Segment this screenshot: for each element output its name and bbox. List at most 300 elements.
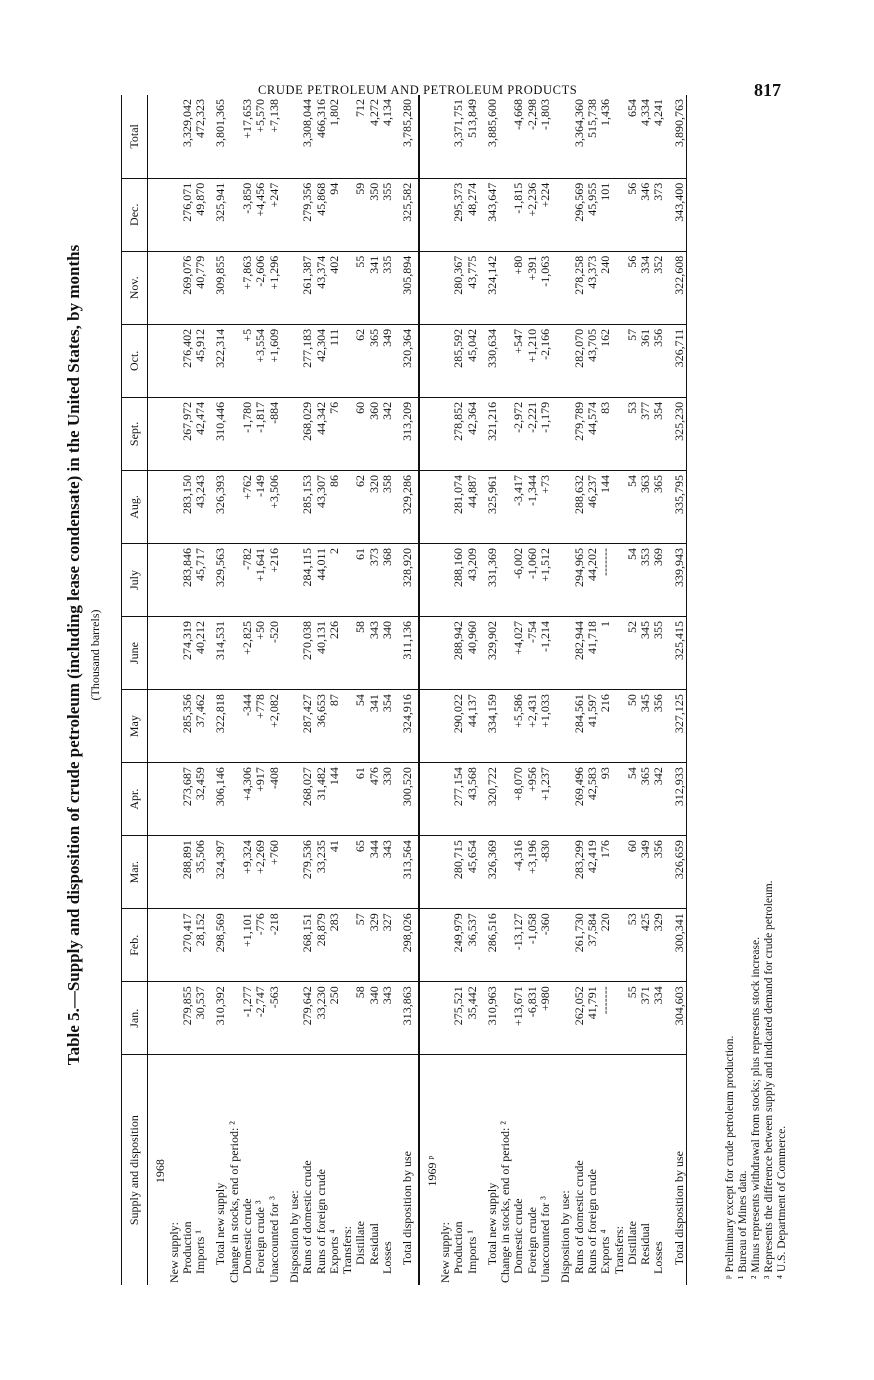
table-cell: 43,568 (466, 763, 479, 836)
table-cell: 288,160 (452, 543, 465, 616)
table-cell (439, 470, 452, 543)
table-cell: -884 (268, 397, 281, 470)
table-cell: +4,306 (241, 763, 254, 836)
table-cell: 86 (328, 470, 341, 543)
table-cell (499, 617, 512, 690)
table-cell: -754 (526, 617, 539, 690)
table-cell: 283,299 (573, 836, 586, 909)
table-cell: 55 (354, 251, 367, 324)
table-cell: +5,586 (512, 690, 525, 763)
table-cell: 49,870 (194, 178, 207, 251)
table-cell: 342 (381, 397, 394, 470)
table-cell: 60 (354, 397, 367, 470)
table-cell: +4,456 (254, 178, 267, 251)
table-cell: -2,221 (526, 397, 539, 470)
table-cell: +1,296 (268, 251, 281, 324)
table-cell: 354 (381, 690, 394, 763)
row-label: Total new supply (214, 1055, 227, 1285)
table-cell (559, 95, 572, 178)
table-cell: 279,789 (573, 397, 586, 470)
table-cell: 282,944 (573, 617, 586, 690)
year-heading-row (148, 95, 168, 1285)
table-cell: 43,374 (315, 251, 328, 324)
table-cell: 280,715 (452, 836, 465, 909)
table-cell: -1,058 (526, 909, 539, 982)
table-cell: 365 (639, 763, 652, 836)
table-cell (439, 982, 452, 1055)
table-cell: 48,274 (466, 178, 479, 251)
table-row (341, 95, 354, 1285)
table-row (194, 95, 207, 1285)
row-label: Imports ¹ (194, 1055, 207, 1285)
table-cell: +17,653 (240, 99, 255, 139)
table-cell: 43,307 (315, 470, 328, 543)
table-cell: -344 (241, 690, 254, 763)
table-cell (168, 982, 181, 1055)
table-cell: 220 (599, 909, 612, 982)
table-cell (613, 178, 626, 251)
table-cell: 513,849 (464, 99, 479, 138)
table-row (241, 95, 254, 1285)
table-cell: 361 (639, 324, 652, 397)
table-cell: 288,942 (452, 617, 465, 690)
column-header-dec: Dec. (122, 178, 148, 251)
row-label: Disposition by use: (288, 1055, 301, 1285)
table-cell: 60 (626, 836, 639, 909)
table-cell: 343 (368, 617, 381, 690)
table-cell (288, 178, 301, 251)
table-cell: 269,496 (573, 763, 586, 836)
table-cell (168, 95, 181, 178)
page-number: 817 (754, 80, 781, 100)
table-cell: 334 (639, 251, 652, 324)
table-cell: 472,323 (193, 99, 208, 138)
table-cell (288, 324, 301, 397)
table-cell: 50 (626, 690, 639, 763)
table-cell: 350 (368, 178, 381, 251)
row-label: Foreign crude ³ (254, 1055, 267, 1285)
table-cell (439, 617, 452, 690)
table-cell: 62 (354, 470, 367, 543)
table-cell: 53 (626, 909, 639, 982)
table-cell (559, 397, 572, 470)
table-cell (499, 470, 512, 543)
table-cell (499, 397, 512, 470)
table-cell (499, 178, 512, 251)
table-cell: 369 (652, 543, 665, 616)
table-row (599, 95, 612, 1285)
table-cell: 515,738 (584, 99, 599, 138)
table-cell: 58 (354, 982, 367, 1055)
table-cell: 30,537 (194, 982, 207, 1055)
table-cell: 320,722 (486, 763, 499, 836)
column-header-aug: Aug. (122, 470, 148, 543)
table-row (559, 95, 572, 1285)
row-label: Disposition by use: (559, 1055, 572, 1285)
table-cell: 31,482 (315, 763, 328, 836)
row-label: Residual (639, 1055, 652, 1285)
table-cell: 4,134 (380, 99, 395, 126)
table-cell: 35,442 (466, 982, 479, 1055)
table-cell: 322,818 (214, 690, 227, 763)
table-cell: 327 (381, 909, 394, 982)
table-cell (613, 397, 626, 470)
table-cell: 43,209 (466, 543, 479, 616)
row-label: Domestic crude (241, 1055, 254, 1285)
table-cell: +391 (526, 251, 539, 324)
table-cell: 298,026 (401, 909, 414, 982)
table-cell (288, 982, 301, 1055)
table-cell: 310,963 (486, 982, 499, 1055)
table-cell: -1,063 (539, 251, 552, 324)
year-heading-row (419, 95, 439, 1285)
table-cell (341, 982, 354, 1055)
table-cell: 270,038 (301, 617, 314, 690)
table-cell (613, 836, 626, 909)
table-cell (341, 251, 354, 324)
table-cell: 349 (381, 324, 394, 397)
table-cell: 282,070 (573, 324, 586, 397)
table-cell: 42,583 (586, 763, 599, 836)
table-cell: -2,166 (539, 324, 552, 397)
table-cell (341, 397, 354, 470)
table-cell (439, 690, 452, 763)
table-cell: 59 (354, 178, 367, 251)
table-cell: 4,241 (651, 99, 666, 126)
table-cell: +1,512 (539, 543, 552, 616)
table-cell (228, 909, 241, 982)
table-cell: 83 (599, 397, 612, 470)
row-label: Total disposition by use (673, 1055, 687, 1285)
table-cell: 476 (368, 763, 381, 836)
table-row (652, 95, 665, 1285)
table-cell (341, 470, 354, 543)
table-cell: 273,687 (181, 763, 194, 836)
table-cell: +980 (539, 982, 552, 1055)
table-cell: -563 (268, 982, 281, 1055)
table-cell: +2,431 (526, 690, 539, 763)
table-cell (168, 397, 181, 470)
table-cell: -1,803 (538, 99, 553, 130)
table-cell: 267,972 (181, 397, 194, 470)
table-cell: 36,653 (315, 690, 328, 763)
table-cell: -6,831 (526, 982, 539, 1055)
table-cell: 42,419 (586, 836, 599, 909)
table-cell (499, 251, 512, 324)
table-cell: 328,920 (401, 543, 414, 616)
table-cell (228, 982, 241, 1055)
footnote: ¹ Bureau of Mines data. (737, 1170, 749, 1279)
table-cell: 37,584 (586, 909, 599, 982)
row-label: Total disposition by use (401, 1055, 414, 1285)
table-cell: -2,972 (512, 397, 525, 470)
table-cell: 45,717 (194, 543, 207, 616)
table-cell: 3,785,280 (400, 99, 415, 147)
table-cell: 306,146 (214, 763, 227, 836)
table-cell: 52 (626, 617, 639, 690)
table-cell: 44,137 (466, 690, 479, 763)
table-cell: -782 (241, 543, 254, 616)
table-row (512, 95, 525, 1285)
table-cell: +1,609 (268, 324, 281, 397)
table-cell (288, 909, 301, 982)
table-cell: +50 (254, 617, 267, 690)
table-cell: +2,236 (526, 178, 539, 251)
table-cell: 654 (624, 99, 639, 117)
table-cell: 44,574 (586, 397, 599, 470)
table-cell: 43,775 (466, 251, 479, 324)
table-cell: 94 (328, 178, 341, 251)
row-label: Runs of domestic crude (301, 1055, 314, 1285)
table-cell: -2,747 (254, 982, 267, 1055)
table-cell: +8,070 (512, 763, 525, 836)
table-cell: 340 (368, 982, 381, 1055)
table-cell: 283,150 (181, 470, 194, 543)
table-cell: 45,042 (466, 324, 479, 397)
table-cell: 93 (599, 763, 612, 836)
table-cell: 425 (639, 909, 652, 982)
table-cell: 277,183 (301, 324, 314, 397)
row-label: Transfers: (341, 1055, 354, 1285)
row-label: Distillate (354, 1055, 367, 1285)
table-cell: -3,850 (241, 178, 254, 251)
table-cell: 326,659 (673, 836, 687, 909)
table-cell: 111 (328, 324, 341, 397)
table-cell: 43,243 (194, 470, 207, 543)
table-row (573, 95, 586, 1285)
table-cell: 284,115 (301, 543, 314, 616)
table-cell (499, 324, 512, 397)
table-cell: 312,933 (673, 763, 687, 836)
table-cell: 44,202 (586, 543, 599, 616)
table-cell: 322,608 (673, 251, 687, 324)
table-cell: -1,817 (254, 397, 267, 470)
table-cell: 305,894 (401, 251, 414, 324)
table-row (168, 95, 181, 1285)
table-cell: 226 (328, 617, 341, 690)
table-units: (Thousand barrels) (88, 609, 102, 701)
table-cell: 277,154 (452, 763, 465, 836)
table-cell: 56 (626, 178, 639, 251)
table-cell (228, 543, 241, 616)
table-cell: 28,879 (315, 909, 328, 982)
table-cell: 279,356 (301, 178, 314, 251)
table-cell: 320,364 (401, 324, 414, 397)
row-label: Foreign crude (526, 1055, 539, 1285)
row-label: Unaccounted for ³ (539, 1055, 552, 1285)
row-label: Exports ⁴ (328, 1055, 341, 1285)
table-cell: 324,916 (401, 690, 414, 763)
table-cell: 3,801,365 (213, 99, 228, 147)
table-cell: 324,142 (486, 251, 499, 324)
spacer-row (552, 95, 559, 1285)
row-label: Unaccounted for ³ (268, 1055, 281, 1285)
row-label: Residual (368, 1055, 381, 1285)
table-cell (341, 909, 354, 982)
footnote: ⁴ U.S. Department of Commerce. (776, 1125, 788, 1279)
table-cell (288, 470, 301, 543)
row-label: Losses (652, 1055, 665, 1285)
table-cell: -520 (268, 617, 281, 690)
table-row (328, 95, 341, 1285)
table-cell (288, 763, 301, 836)
table-cell: 298,569 (214, 909, 227, 982)
table-cell: -1,214 (539, 617, 552, 690)
table-cell (499, 690, 512, 763)
table-cell: 2 (328, 543, 341, 616)
table-cell: 326,393 (214, 470, 227, 543)
table-cell: 54 (354, 690, 367, 763)
table-row (626, 95, 639, 1285)
table-cell: 358 (381, 470, 394, 543)
table-row (452, 95, 465, 1285)
table-cell: 466,316 (313, 99, 328, 138)
table-cell (613, 617, 626, 690)
row-label: Runs of foreign crude (315, 1055, 328, 1285)
table-cell: -2,298 (524, 99, 539, 130)
table-cell: -776 (254, 909, 267, 982)
table-row (301, 95, 314, 1285)
table-cell: 3,885,600 (484, 99, 499, 147)
table-cell (439, 95, 452, 178)
table-cell: 300,341 (673, 909, 687, 982)
table-cell: 329,902 (486, 617, 499, 690)
table-cell: 285,356 (181, 690, 194, 763)
table-cell (228, 470, 241, 543)
table-cell: 87 (328, 690, 341, 763)
table-cell: 41,718 (586, 617, 599, 690)
table-cell: 324,397 (214, 836, 227, 909)
table-cell (613, 251, 626, 324)
table-cell (559, 763, 572, 836)
table-cell: 320 (368, 470, 381, 543)
table-cell (613, 95, 626, 178)
table-row (499, 95, 512, 1285)
column-header-may: May (122, 690, 148, 763)
row-label: Production (181, 1055, 194, 1285)
table-cell: 41,597 (586, 690, 599, 763)
table-cell: 342 (652, 763, 665, 836)
table-cell: 327,125 (673, 690, 687, 763)
table-cell (613, 982, 626, 1055)
table-cell: 325,961 (486, 470, 499, 543)
table-cell: +247 (268, 178, 281, 251)
table-cell: 278,852 (452, 397, 465, 470)
table-cell: 280,367 (452, 251, 465, 324)
table-cell: 144 (328, 763, 341, 836)
table-cell: 54 (626, 470, 639, 543)
table-cell: +3,554 (254, 324, 267, 397)
table-cell (559, 836, 572, 909)
table-cell: 326,369 (486, 836, 499, 909)
table-cell (168, 836, 181, 909)
table-cell: +547 (512, 324, 525, 397)
table-cell: 343,647 (486, 178, 499, 251)
table-cell: 356 (652, 836, 665, 909)
table-cell: 65 (354, 836, 367, 909)
table-cell: 284,561 (573, 690, 586, 763)
table-cell (499, 836, 512, 909)
table-body (148, 95, 687, 1285)
table-cell: 300,520 (401, 763, 414, 836)
table-cell: +2,269 (254, 836, 267, 909)
table-row (539, 95, 552, 1285)
table-cell: -1,060 (526, 543, 539, 616)
table-cell: 335,795 (673, 470, 687, 543)
table-cell: 45,654 (466, 836, 479, 909)
table-cell (439, 251, 452, 324)
table-cell: 285,153 (301, 470, 314, 543)
table-row (586, 95, 599, 1285)
row-label: Runs of foreign crude (586, 1055, 599, 1285)
table-cell: 40,960 (466, 617, 479, 690)
column-header-apr: Apr. (122, 763, 148, 836)
table-cell: +3,506 (268, 470, 281, 543)
table-cell (168, 763, 181, 836)
table-cell: +5 (241, 324, 254, 397)
table-cell: 329,286 (401, 470, 414, 543)
table-cell: 56 (626, 251, 639, 324)
table-cell (439, 763, 452, 836)
table-row (181, 95, 194, 1285)
table-row (439, 95, 452, 1285)
table-cell: +7,863 (241, 251, 254, 324)
running-header: CRUDE PETROLEUM AND PETROLEUM PRODUCTS (258, 83, 578, 97)
table-cell: 274,319 (181, 617, 194, 690)
table-cell: +73 (539, 470, 552, 543)
table-cell: 371 (639, 982, 652, 1055)
table-cell: 62 (354, 324, 367, 397)
table-cell: -1,179 (539, 397, 552, 470)
table-cell: 270,417 (181, 909, 194, 982)
table-cell (168, 251, 181, 324)
table-cell: 46,237 (586, 470, 599, 543)
table-cell: 276,402 (181, 324, 194, 397)
table-cell: +224 (539, 178, 552, 251)
table-cell (613, 763, 626, 836)
table-cell: 53 (626, 397, 639, 470)
table-cell: 35,506 (194, 836, 207, 909)
table-cell: 33,230 (315, 982, 328, 1055)
table-cell (168, 324, 181, 397)
row-label: Domestic crude (512, 1055, 525, 1285)
table-cell: 402 (328, 251, 341, 324)
table-cell (559, 543, 572, 616)
table-cell: 36,537 (466, 909, 479, 982)
table-cell (228, 763, 241, 836)
table-cell: 288,891 (181, 836, 194, 909)
table-cell: 33,235 (315, 836, 328, 909)
table-cell: 275,521 (452, 982, 465, 1055)
table-row (639, 95, 652, 1285)
table-cell (613, 470, 626, 543)
table-cell: -1,780 (241, 397, 254, 470)
table-cell: +917 (254, 763, 267, 836)
table-cell (559, 178, 572, 251)
table-cell: 295,373 (452, 178, 465, 251)
table-row (401, 95, 414, 1285)
table-cell (341, 543, 354, 616)
row-label: Distillate (626, 1055, 639, 1285)
column-header-oct: Oct. (122, 324, 148, 397)
table-cell: 340 (381, 617, 394, 690)
table-cell: 290,022 (452, 690, 465, 763)
table-cell (228, 178, 241, 251)
table-cell: +760 (268, 836, 281, 909)
table-cell: 45,955 (586, 178, 599, 251)
table-cell: +1,101 (241, 909, 254, 982)
table-cell (439, 909, 452, 982)
